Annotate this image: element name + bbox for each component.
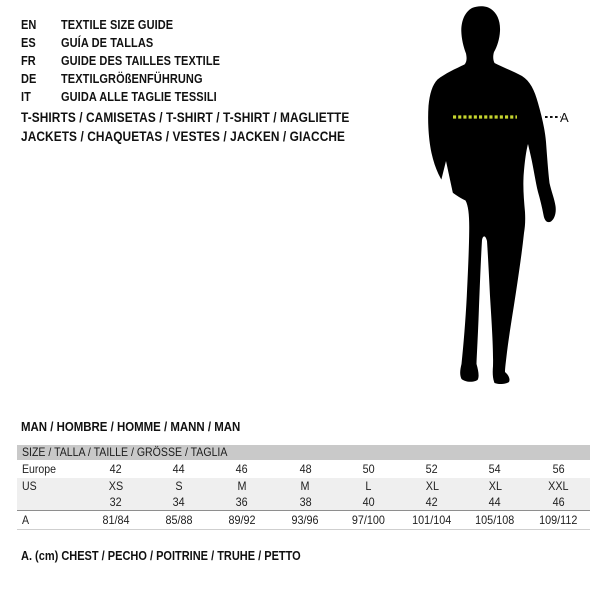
language-code: FR (21, 54, 36, 68)
silhouette-path (428, 6, 556, 384)
table-cell: 85/88 (165, 513, 193, 527)
table-cell: 56 (552, 462, 565, 476)
language-label: GUÍA DE TALLAS (61, 36, 154, 50)
size-table (17, 445, 590, 530)
table-cell: XL (488, 479, 502, 493)
table-cell: 109/112 (539, 513, 578, 527)
table-cell: 46 (236, 462, 249, 476)
language-code: DE (21, 72, 37, 86)
table-cell: M (237, 479, 247, 493)
table-cell: XXL (548, 479, 569, 493)
table-cell: 40 (362, 495, 375, 509)
table-row-label: Europe (22, 462, 57, 476)
category-line-jackets: JACKETS / CHAQUETAS / VESTES / JACKEN / GIACCHE (21, 128, 346, 144)
language-code: EN (21, 18, 37, 32)
table-cell: 89/92 (228, 513, 256, 527)
category-line-tshirts: T-SHIRTS / CAMISETAS / T-SHIRT / T-SHIRT / MAGLIETTE (21, 110, 350, 125)
table-cell: 50 (362, 462, 375, 476)
table-cell: 105/108 (475, 513, 515, 527)
table-row-label: US (22, 479, 37, 493)
language-label: GUIDE DES TAILLES TEXTILE (61, 54, 221, 68)
language-label: GUIDA ALLE TAGLIE TESSILI (61, 90, 217, 104)
language-row-it (21, 88, 242, 106)
table-cell: 54 (489, 462, 502, 476)
language-code: IT (21, 90, 31, 104)
table-cell: 44 (172, 462, 185, 476)
table-cell: 36 (236, 495, 249, 509)
table-cell: 101/104 (412, 513, 452, 527)
table-cell: M (300, 479, 310, 493)
language-label: TEXTILE SIZE GUIDE (61, 18, 174, 32)
table-cell: XL (425, 479, 439, 493)
language-list (21, 16, 242, 106)
language-row-es (21, 34, 242, 52)
table-cell: 42 (425, 495, 438, 509)
table-cell: L (365, 479, 372, 493)
language-row-fr (21, 52, 242, 70)
table-cell: 93/96 (291, 513, 319, 527)
table-row (17, 478, 590, 494)
table-cell: 46 (552, 495, 565, 509)
table-row (17, 494, 590, 510)
table-cell: 34 (172, 495, 185, 509)
table-cell: 48 (299, 462, 312, 476)
language-row-en (21, 16, 242, 34)
table-cell: S (175, 479, 183, 493)
language-label: TEXTILGRÖßENFÜHRUNG (61, 72, 203, 86)
table-row (17, 460, 590, 478)
man-silhouette (395, 0, 600, 400)
table-cell: 44 (489, 495, 502, 509)
table-cell: 52 (425, 462, 438, 476)
table-row-label: A (22, 513, 30, 527)
table-cell: 42 (109, 462, 122, 476)
category-heading (21, 109, 394, 146)
table-row-label (17, 494, 84, 510)
table-cell: XS (108, 479, 123, 493)
table-cell: 32 (109, 495, 122, 509)
footnote-chest: A. (cm) CHEST / PECHO / POITRINE / TRUHE / PETTO (21, 549, 301, 563)
table-cell: 38 (299, 495, 312, 509)
table-cell: 97/100 (352, 513, 386, 527)
size-table-header: SIZE / TALLA / TAILLE / GRÖSSE / TAGLIA (17, 445, 590, 460)
measure-label-a: A (560, 110, 569, 125)
section-title-man: MAN / HOMBRE / HOMME / MANN / MAN (21, 419, 241, 434)
table-row (17, 510, 590, 530)
language-row-de (21, 70, 242, 88)
table-cell: 81/84 (102, 513, 130, 527)
language-code: ES (21, 36, 36, 50)
